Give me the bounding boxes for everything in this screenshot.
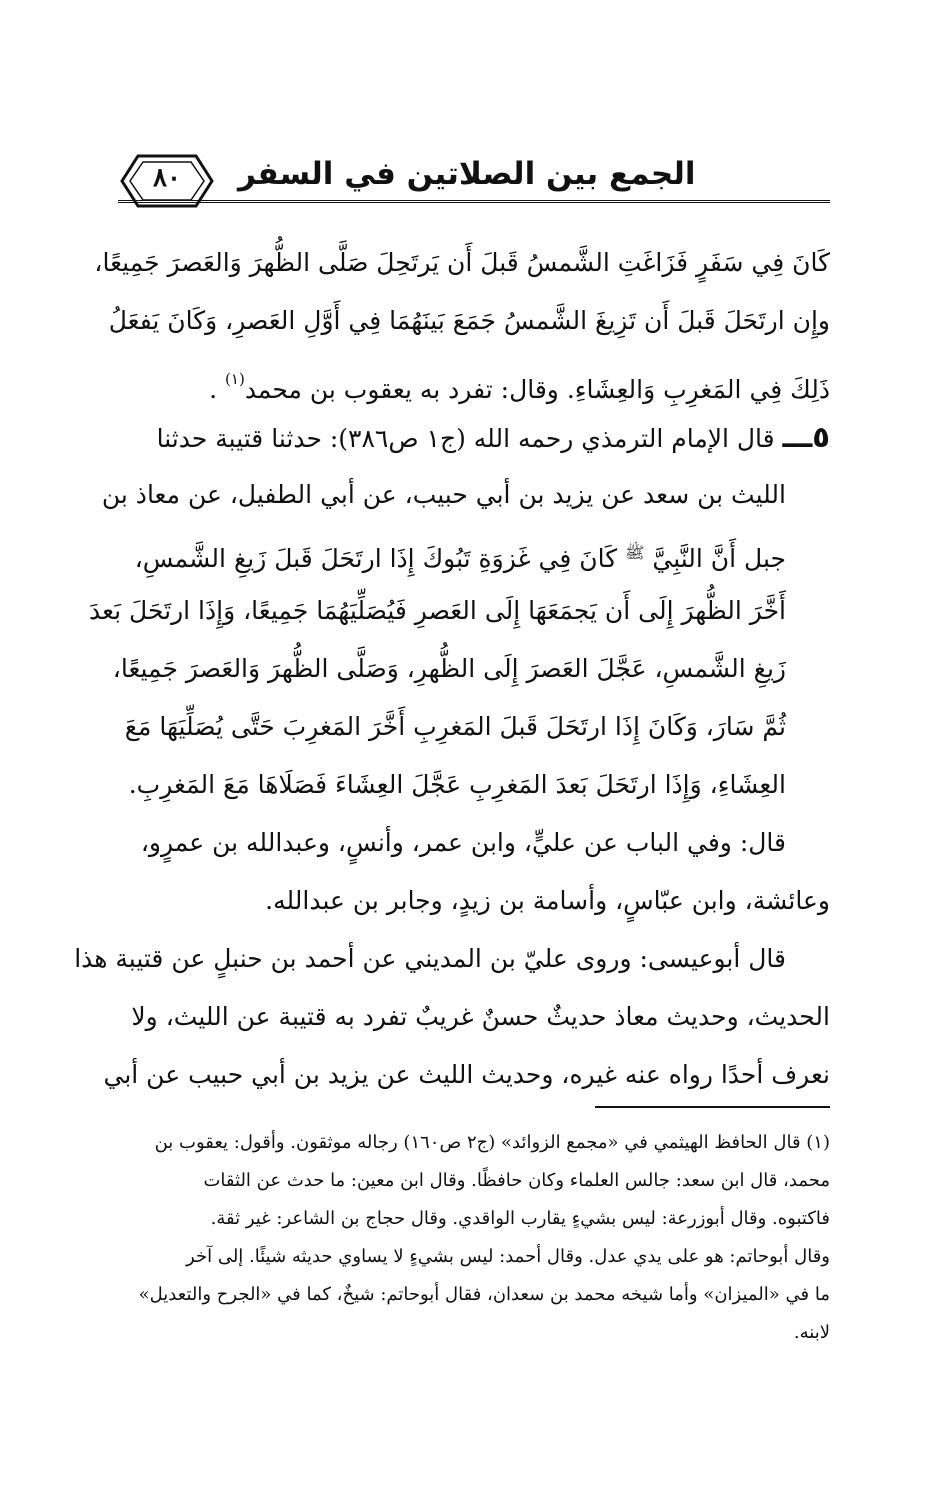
text-line: أَخَّرَ الظُّهرَ إِلَى أَن يَجمَعَهَا إِلَى العَصرِ فَيُصَلِّيَهُمَا جَمِيعًا، وَإِذَا ارتَحَلَ بَعدَ — [88, 596, 786, 625]
main-text — [74, 234, 830, 1104]
text-line: وعائشة، وابن عبّاسٍ، وأسامة بن زيدٍ، وجابر بن عبدالله. — [265, 886, 830, 915]
item-number: ٥ـــ — [782, 420, 830, 454]
text-line: كَانَ فِي سَفَرٍ فَزَاغَتِ الشَّمسُ قَبلَ أَن يَرتَحِلَ صَلَّى الظُّهرَ وَالعَصرَ جَمِيعًا، — [94, 248, 830, 277]
running-header — [118, 150, 830, 220]
page-number: ٨٠ — [153, 163, 181, 193]
text-line: ثُمَّ سَارَ، وَكَانَ إِذَا ارتَحَلَ قَبلَ المَغرِبِ أَخَّرَ المَغرِبَ حَتَّى يُصَلِّيَهَا مَعَ — [124, 712, 786, 741]
page-title: الجمع بين الصلاتين في السفر — [238, 156, 696, 192]
text-line: قال: وفي الباب عن عليٍّ، وابن عمر، وأنسٍ، وعبدالله بن عمرٍو، — [140, 828, 786, 857]
footnote-line: لابنه. — [793, 1322, 830, 1343]
text-line: ذَلِكَ فِي المَغرِبِ وَالعِشَاءِ. وقال: تفرد به يعقوب بن محمد$^{(١)}$ . — [209, 370, 830, 404]
text-line: الليث بن سعد عن يزيد بن أبي حبيب، عن أبي الطفيل، عن معاذ بن — [101, 480, 786, 509]
footnote-line: (١) قال الحافظ الهيثمي في «مجمع الزوائد» (ج٢ ص١٦٠) رجاله موثقون. وأقول: يعقوب بن — [154, 1132, 830, 1153]
footnote-line: محمد، قال ابن سعد: جالس العلماء وكان حافظًا. وقال ابن معين: ما حدث عن الثقات — [203, 1170, 830, 1191]
text-line: زَيغِ الشَّمسِ، عَجَّلَ العَصرَ إِلَى الظُّهرِ، وَصَلَّى الظُّهرَ وَالعَصرَ جَمِيعًا، — [112, 654, 786, 683]
header-divider — [118, 200, 830, 203]
footnote-line: ما في «الميزان» وأما شيخه محمد بن سعدان، فقال أبوحاتم: شيخٌ، كما في «الجرح والتعديل» — [138, 1284, 830, 1305]
text-line: ٥ـــ قال الإمام الترمذي رحمه الله (ج١ ص٣٨٦): حدثنا قتيبة حدثنا — [156, 420, 830, 454]
text-line: جبل أَنَّ النَّبِيَّ $^ﷺ$ كَانَ فِي غَزوَةِ تَبُوكَ إِذَا ارتَحَلَ قَبلَ زَيغِ الشَّمسِ، — [134, 543, 786, 573]
footnotes — [120, 1124, 830, 1352]
footnote-line: فاكتبوه. وقال أبوزرعة: ليس بشيءٍ يقارب الواقدي. وقال حجاج بن الشاعر: غير ثقة. — [210, 1208, 830, 1229]
text-line: قال أبوعيسى: وروى عليّ بن المديني عن أحمد بن حنبلٍ عن قتيبة هذا — [74, 944, 786, 973]
text-line: الحديث، وحديث معاذ حديثٌ حسنٌ غريبٌ تفرد به قتيبة عن الليث، ولا — [131, 1002, 830, 1031]
text-line: وإِن ارتَحَلَ قَبلَ أَن تَزِيغَ الشَّمسُ جَمَعَ بَينَهُمَا فِي أَوَّلِ العَصرِ، وَكَانَ يَفعَلُ — [108, 306, 830, 335]
salawat-symbol: ﷺ — [625, 543, 645, 562]
text-line: نعرف أحدًا رواه عنه غيره، وحديث الليث عن يزيد بن أبي حبيب عن أبي — [103, 1060, 830, 1089]
footnote-line: وقال أبوحاتم: هو على يدي عدل. وقال أحمد: ليس بشيءٍ لا يساوي حديثه شيئًا. إلى آخر — [186, 1246, 830, 1267]
footnote-reference: (١) — [225, 370, 245, 388]
text-line: العِشَاءِ، وَإِذَا ارتَحَلَ بَعدَ المَغرِبِ عَجَّلَ العِشَاءَ فَصَلَاهَا مَعَ المَغرِبِ. — [128, 770, 786, 799]
footnote-divider — [595, 1106, 830, 1108]
